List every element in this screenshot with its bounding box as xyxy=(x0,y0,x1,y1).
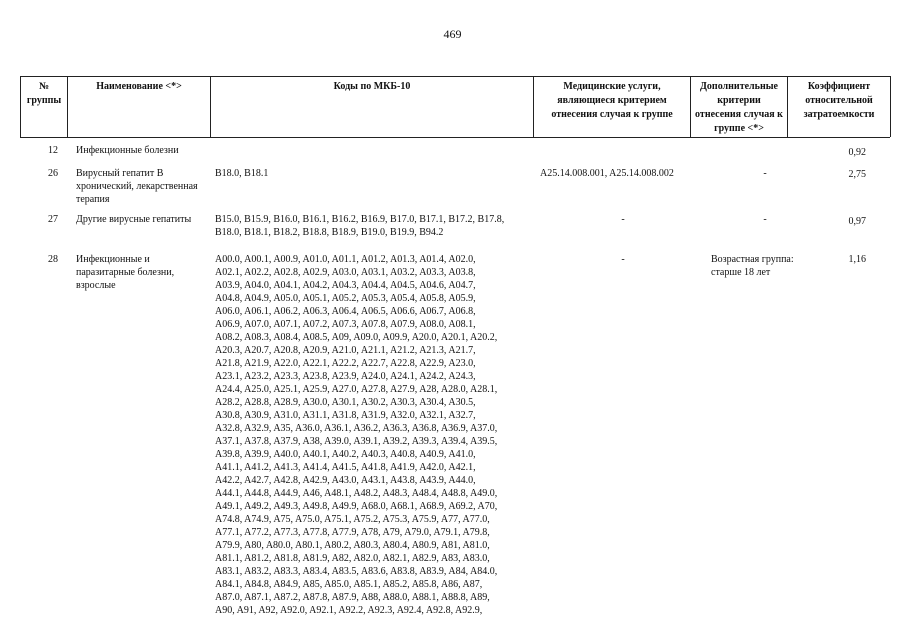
icd-codes-line: A90, A91, A92, A92.0, A92.1, A92.2, A92.3, A92.4, A92.8, A92.9, xyxy=(215,605,483,616)
header-name: Наименование <*> xyxy=(96,81,182,92)
icd-codes xyxy=(215,167,531,180)
additional-criteria: Возрастная группа: старше 18 лет xyxy=(711,254,794,278)
header-coefficient: Коэффициент относительной затратоемкости xyxy=(803,81,875,120)
group-number: 28 xyxy=(48,254,58,265)
group-name: Другие вирусные гепатиты xyxy=(76,214,192,225)
group-number: 27 xyxy=(48,214,58,225)
icd-codes-line: A02.1, A02.2, A02.8, A02.9, A03.0, A03.1, A03.2, A03.3, A03.8, xyxy=(215,267,476,278)
medical-services: - xyxy=(621,254,625,265)
group-name: Вирусный гепатит В хронический, лекарственная терапия xyxy=(76,168,198,205)
icd-codes-line: A44.1, A44.8, A44.9, A46, A48.1, A48.2, A48.3, A48.4, A48.8, A49.0, xyxy=(215,488,498,499)
icd-codes xyxy=(215,253,535,617)
icd-codes-line: A08.2, A08.3, A08.4, A08.5, A09, A09.0, A09.9, A20.0, A20.1, A20.2, xyxy=(215,332,498,343)
icd-codes-line: A03.9, A04.0, A04.1, A04.2, A04.3, A04.4, A04.5, A04.6, A04.7, xyxy=(215,280,476,291)
header-group-no: № группы xyxy=(26,81,62,106)
icd-codes-line: B18.0, B18.1, B18.2, B18.8, B18.9, B19.0, B19.9, B94.2 xyxy=(215,227,444,238)
header-additional-criteria: Дополнительные критерии отнесения случая к группе <*> xyxy=(695,81,783,134)
additional-criteria: - xyxy=(763,168,767,179)
icd-codes-line: A83.1, A83.2, A83.3, A83.4, A83.5, A83.6, A83.8, A83.9, A84, A84.0, xyxy=(215,566,498,577)
coefficient-value: 0,92 xyxy=(848,147,866,158)
icd-codes xyxy=(215,213,531,239)
column-divider xyxy=(67,76,68,137)
icd-codes-line: A39.8, A39.9, A40.0, A40.1, A40.2, A40.3, A40.8, A40.9, A41.0, xyxy=(215,449,476,460)
icd-codes-line: A77.1, A77.2, A77.3, A77.8, A77.9, A78, A79, A79.0, A79.1, A79.8, xyxy=(215,527,490,538)
group-name: Инфекционные и паразитарные болезни, взрослые xyxy=(76,254,175,291)
icd-codes-line: A23.1, A23.2, A23.3, A23.8, A23.9, A24.0, A24.1, A24.2, A24.3, xyxy=(215,371,476,382)
medical-services: - xyxy=(621,214,625,225)
icd-codes-line: A00.0, A00.1, A00.9, A01.0, A01.1, A01.2, A01.3, A01.4, A02.0, xyxy=(215,254,476,265)
icd-codes-line: A28.2, A28.8, A28.9, A30.0, A30.1, A30.2, A30.3, A30.4, A30.5, xyxy=(215,397,476,408)
icd-codes-line: A74.8, A74.9, A75, A75.0, A75.1, A75.2, A75.3, A75.9, A77, A77.0, xyxy=(215,514,490,525)
icd-codes-line: A20.3, A20.7, A20.8, A20.9, A21.0, A21.1, A21.2, A21.3, A21.7, xyxy=(215,345,476,356)
coefficient-value: 0,97 xyxy=(848,216,866,227)
coefficient-value: 2,75 xyxy=(848,169,866,180)
icd-codes-line: A30.8, A30.9, A31.0, A31.1, A31.8, A31.9, A32.0, A32.1, A32.7, xyxy=(215,410,476,421)
icd-codes-line: A79.9, A80, A80.0, A80.1, A80.2, A80.3, A80.4, A80.9, A81, A81.0, xyxy=(215,540,490,551)
icd-codes-line: A37.1, A37.8, A37.9, A38, A39.0, A39.1, A39.2, A39.3, A39.4, A39.5, xyxy=(215,436,498,447)
header-icd-codes: Коды по МКБ-10 xyxy=(333,81,411,92)
icd-codes-line: A21.8, A21.9, A22.0, A22.1, A22.2, A22.7, A22.8, A22.9, A23.0, xyxy=(215,358,476,369)
column-divider xyxy=(787,76,788,137)
icd-codes-line: A06.0, A06.1, A06.2, A06.3, A06.4, A06.5, A06.6, A06.7, A06.8, xyxy=(215,306,476,317)
icd-codes-line: A41.1, A41.2, A41.3, A41.4, A41.5, A41.8, A41.9, A42.0, A42.1, xyxy=(215,462,476,473)
column-divider xyxy=(890,76,891,137)
group-number: 26 xyxy=(48,168,58,179)
column-divider xyxy=(533,76,534,137)
page-number: 469 xyxy=(443,27,462,41)
header-top-rule xyxy=(20,76,890,77)
icd-codes-line: A32.8, A32.9, A35, A36.0, A36.1, A36.2, A36.3, A36.8, A36.9, A37.0, xyxy=(215,423,498,434)
icd-codes-line: B18.0, B18.1 xyxy=(215,168,269,179)
icd-codes-line: B15.0, B15.9, B16.0, B16.1, B16.2, B16.9, B17.0, B17.1, B17.2, B17.8, xyxy=(215,214,505,225)
header-bottom-rule xyxy=(20,137,890,138)
icd-codes-line: A84.1, A84.8, A84.9, A85, A85.0, A85.1, A85.2, A85.8, A86, A87, xyxy=(215,579,483,590)
column-divider xyxy=(20,76,21,137)
icd-codes-line: A81.1, A81.2, A81.8, A81.9, A82, A82.0, A82.1, A82.9, A83, A83.0, xyxy=(215,553,490,564)
group-number: 12 xyxy=(48,145,58,156)
column-divider xyxy=(210,76,211,137)
header-medical-services: Медицинские услуги, являющиеся критерием отнесения случая к группе xyxy=(551,81,673,120)
icd-codes-line: A06.9, A07.0, A07.1, A07.2, A07.3, A07.8, A07.9, A08.0, A08.1, xyxy=(215,319,476,330)
medical-services: A25.14.008.001, A25.14.008.002 xyxy=(540,168,674,179)
icd-codes-line: A04.8, A04.9, A05.0, A05.1, A05.2, A05.3, A05.4, A05.8, A05.9, xyxy=(215,293,476,304)
coefficient-value: 1,16 xyxy=(848,254,866,265)
icd-codes-line: A49.1, A49.2, A49.3, A49.8, A49.9, A68.0, A68.1, A68.9, A69.2, A70, xyxy=(215,501,498,512)
column-divider xyxy=(690,76,691,137)
icd-codes-line: A24.4, A25.0, A25.1, A25.9, A27.0, A27.8, A27.9, A28, A28.0, A28.1, xyxy=(215,384,498,395)
group-name: Инфекционные болезни xyxy=(76,145,179,156)
icd-codes-line: A87.0, A87.1, A87.2, A87.8, A87.9, A88, A88.0, A88.1, A88.8, A89, xyxy=(215,592,490,603)
additional-criteria: - xyxy=(763,214,767,225)
icd-codes-line: A42.2, A42.7, A42.8, A42.9, A43.0, A43.1, A43.8, A43.9, A44.0, xyxy=(215,475,476,486)
